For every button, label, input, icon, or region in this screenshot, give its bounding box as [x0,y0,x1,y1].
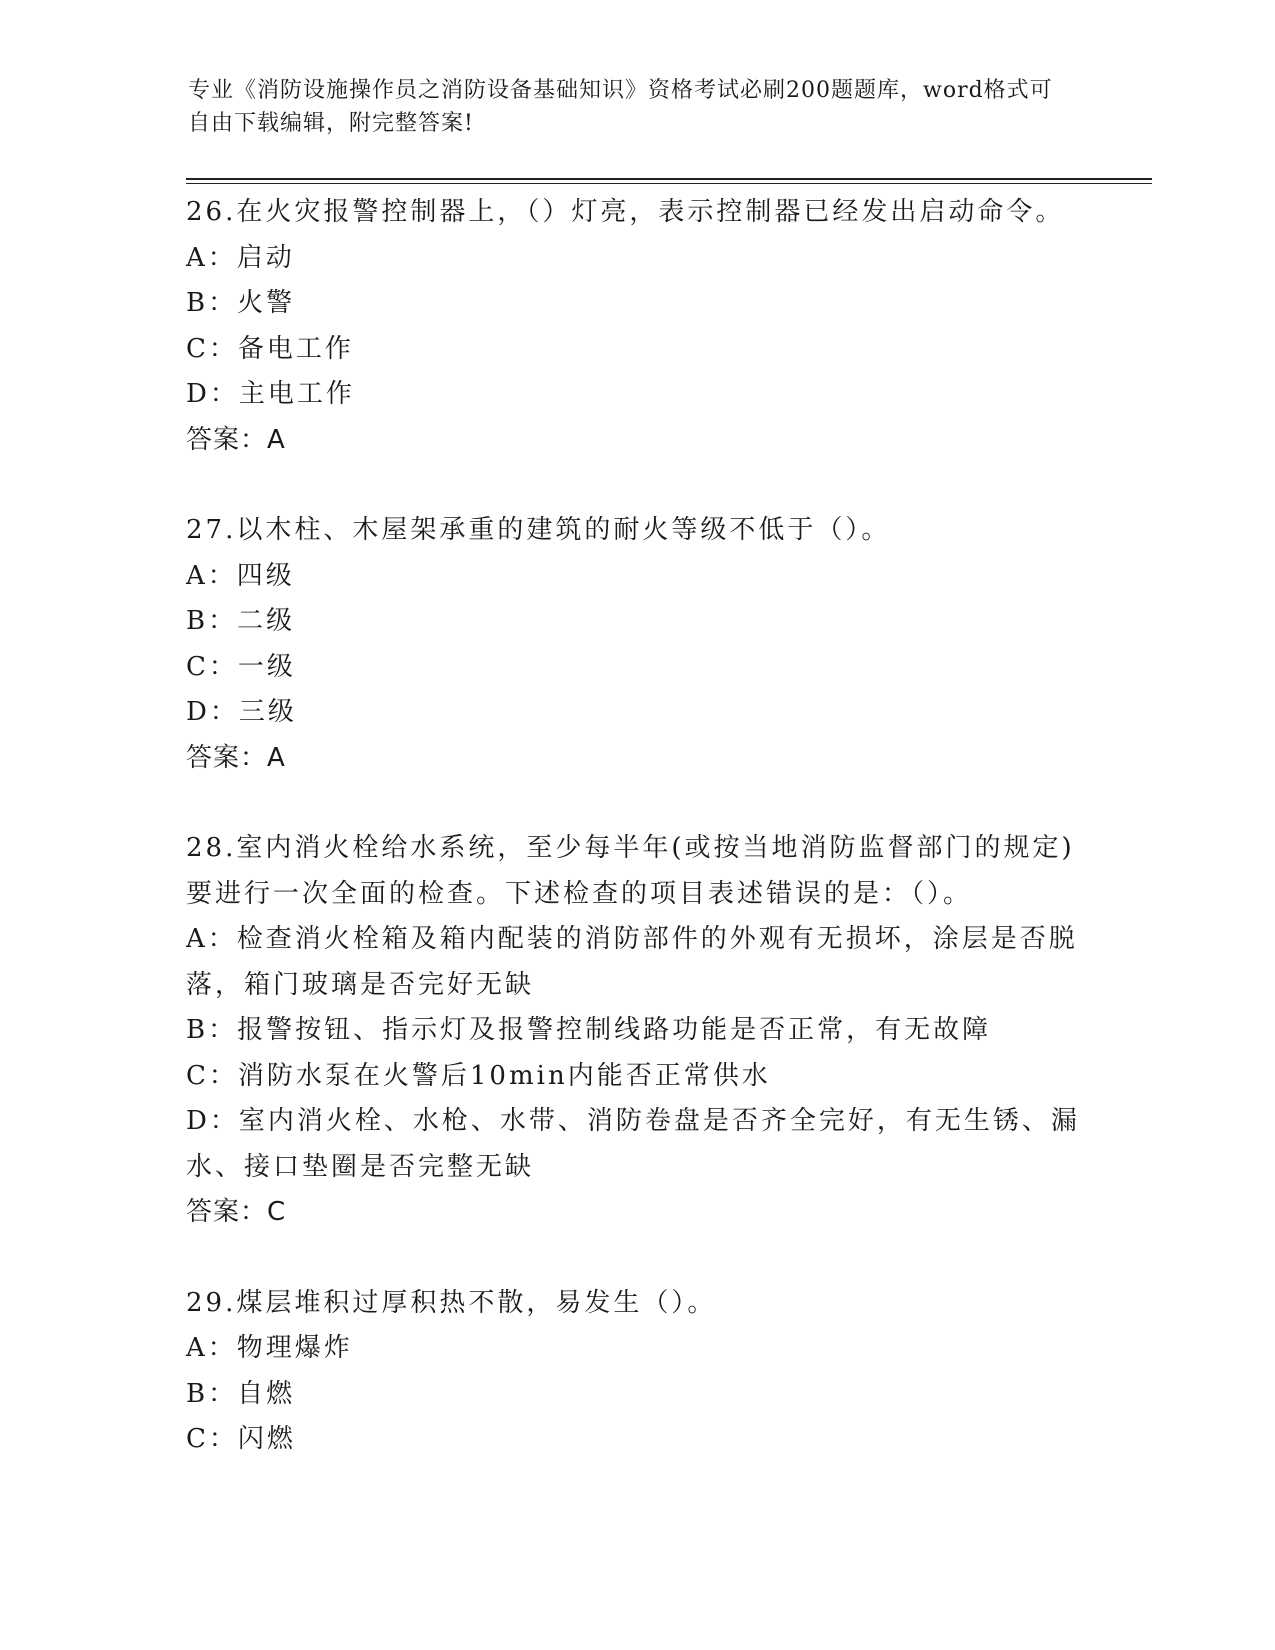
question-stem: 28.室内消火栓给水系统，至少每半年(或按当地消防监督部门的规定)要进行一次全面的检查。下述检查的项目表述错误的是：（）。 [186,833,1075,909]
question-stem: 26.在火灾报警控制器上，（）灯亮，表示控制器已经发出启动命令。 [186,197,1065,227]
document-header: 专业《消防设施操作员之消防设备基础知识》资格考试必刷200题题库，word格式可自由下载编辑，附完整答案! [188,78,1053,136]
option-d: D：室内消火栓、水枪、水带、消防卷盘是否齐全完好，有无生锈、漏水、接口垫圈是否完整无缺 [186,1106,1080,1182]
option-b: B：火警 [186,288,296,318]
option-a: A：检查消火栓箱及箱内配装的消防部件的外观有无损坏，涂层是否脱落，箱门玻璃是否完好无缺 [186,924,1078,1000]
question-stem: 27.以木柱、木屋架承重的建筑的耐火等级不低于（）。 [186,515,891,545]
option-d: D：三级 [186,697,297,727]
question-list [186,190,1086,1508]
question-stem: 29.煤层堆积过厚积热不散，易发生（）。 [186,1287,717,1318]
question-27 [186,508,1086,781]
option-a: A：四级 [186,560,295,591]
answer-line: 答案：A [186,424,286,455]
question-28 [186,826,1086,1236]
answer-line: 答案：A [186,742,286,773]
header-divider-thin [186,183,1152,184]
answer-line: 答案：C [186,1197,287,1227]
option-b: B：二级 [186,606,296,636]
question-26 [186,190,1086,463]
option-b: B：自燃 [186,1378,296,1409]
option-a: A：物理爆炸 [186,1333,353,1363]
option-d: D：主电工作 [186,379,355,409]
option-b: B：报警按钮、指示灯及报警控制线路功能是否正常，有无故障 [186,1015,992,1045]
option-c: C：消防水泵在火警后10min内能否正常供水 [186,1060,771,1091]
question-29 [186,1281,1086,1463]
option-c: C：备电工作 [186,333,354,364]
option-c: C：闪燃 [186,1424,296,1454]
option-a: A：启动 [186,242,295,273]
header-divider-thick [186,178,1152,180]
option-c: C：一级 [186,651,296,682]
